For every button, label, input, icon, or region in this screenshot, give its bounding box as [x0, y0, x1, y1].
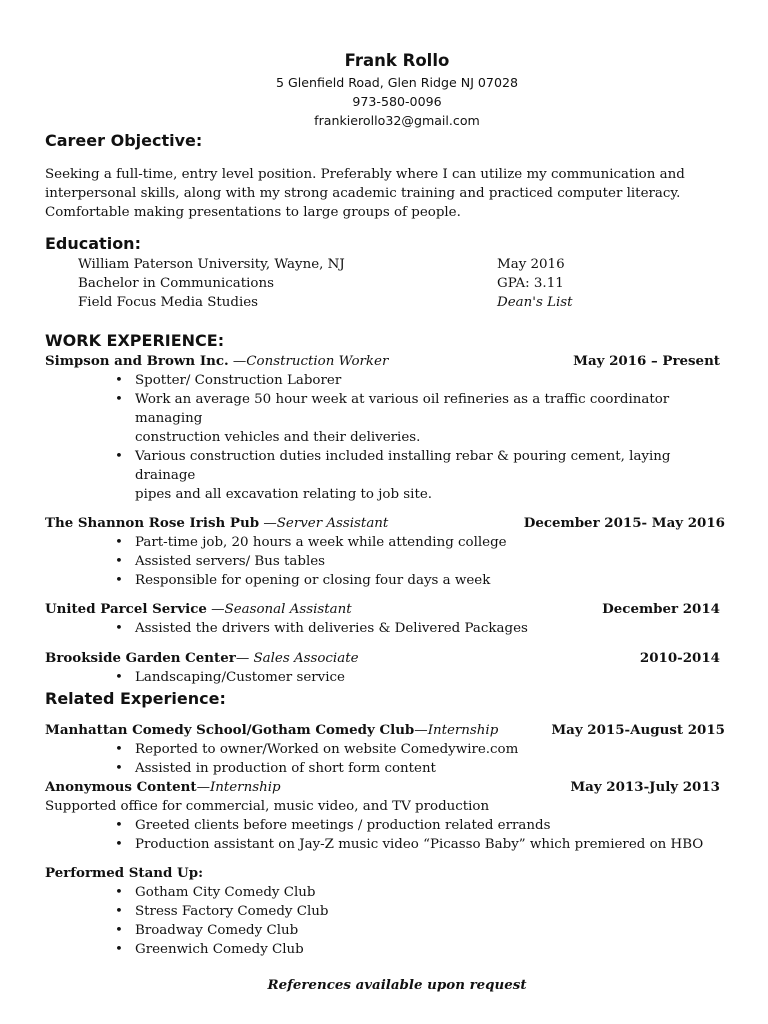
job-dates: May 2013-July 2013	[570, 779, 720, 795]
related-experience-heading: Related Experience:	[45, 689, 226, 708]
job-employer: Brookside Garden Center	[45, 650, 236, 666]
job-role: Construction Worker	[246, 354, 389, 369]
phone-number: 973-580-0096	[352, 94, 442, 109]
comedy-club-item: • Stress Factory Comedy Club	[135, 902, 725, 921]
job-bullets	[45, 668, 725, 687]
bullet-item: • Reported to owner/Worked on website Comedywire.com	[135, 740, 725, 759]
job-employer: Manhattan Comedy School/Gotham Comedy Club	[45, 722, 415, 738]
job-separator: —	[228, 354, 247, 369]
job-bullets	[45, 619, 725, 638]
job-separator: —	[259, 516, 277, 531]
job-entry	[45, 600, 725, 638]
job-entry	[45, 778, 725, 854]
job-dates: May 2016 – Present	[573, 353, 720, 369]
applicant-name: Frank Rollo	[344, 51, 450, 70]
job-employer: Anonymous Content	[45, 779, 197, 795]
standup-section	[45, 864, 725, 959]
job-header	[45, 514, 725, 533]
job-bullets	[45, 740, 725, 778]
job-employer: Simpson and Brown Inc.	[45, 353, 229, 369]
education-date: May 2016	[497, 257, 565, 272]
standup-list	[45, 883, 725, 959]
job-dates: 2010-2014	[639, 650, 720, 666]
job-role: Server Assistant	[276, 516, 389, 531]
education-row	[45, 255, 725, 274]
job-entry	[45, 649, 725, 687]
bullet-item	[135, 447, 725, 504]
job-role: Sales Associate	[253, 651, 359, 666]
resume-header	[69, 50, 725, 130]
job-header	[45, 721, 725, 740]
job-separator: —	[414, 723, 428, 738]
bullet-text-continued: construction vehicles and their deliveries.	[135, 430, 421, 445]
education-row	[45, 293, 725, 312]
job-separator: —	[235, 651, 254, 666]
job-role: Internship	[209, 780, 281, 795]
job-bullets	[45, 816, 725, 854]
job-bullets	[45, 371, 725, 504]
education-degree: Bachelor in Communications	[78, 276, 274, 291]
work-experience-heading: WORK EXPERIENCE:	[45, 331, 225, 350]
job-header	[45, 600, 725, 619]
bullet-item: • Production assistant on Jay-Z music video “Picasso Baby” which premiered on HBO	[135, 835, 725, 854]
education-row	[45, 274, 725, 293]
job-employer: The Shannon Rose Irish Pub	[45, 515, 260, 531]
objective-line: interpersonal skills, along with my strong academic training and practiced computer literacy.	[45, 186, 681, 201]
job-entry	[45, 721, 725, 778]
job-separator: —	[196, 780, 210, 795]
bullet-text: Various construction duties included installing rebar & pouring cement, laying drainage	[135, 449, 671, 483]
bullet-item	[135, 390, 725, 447]
education-honors: Dean's List	[497, 295, 573, 310]
bullet-item: • Landscaping/Customer service	[135, 668, 725, 687]
bullet-item: • Assisted servers/ Bus tables	[135, 552, 725, 571]
email-address: frankierollo32@gmail.com	[314, 113, 480, 128]
job-header	[45, 649, 725, 668]
standup-heading: Performed Stand Up:	[45, 865, 204, 881]
job-separator: —	[206, 602, 225, 617]
comedy-club-item: • Gotham City Comedy Club	[135, 883, 725, 902]
education-focus: Field Focus Media Studies	[78, 295, 259, 310]
bullet-item: • Assisted in production of short form content	[135, 759, 725, 778]
job-role: Internship	[427, 723, 499, 738]
objective-line: Comfortable making presentations to large groups of people.	[45, 205, 461, 220]
education-gpa: GPA: 3.11	[497, 276, 564, 291]
job-dates: May 2015-August 2015	[551, 722, 725, 738]
job-note: Supported office for commercial, music video, and TV production	[45, 799, 490, 814]
education-heading: Education:	[45, 234, 141, 253]
career-objective-text	[45, 165, 725, 222]
bullet-item: • Spotter/ Construction Laborer	[135, 371, 725, 390]
bullet-text-continued: pipes and all excavation relating to job site.	[135, 487, 433, 502]
job-employer: United Parcel Service	[45, 601, 207, 617]
job-dates: December 2015- May 2016	[523, 515, 725, 531]
career-objective-heading: Career Objective:	[45, 131, 203, 150]
bullet-text: Work an average 50 hour week at various oil refineries as a traffic coordinator managing	[135, 392, 670, 426]
address: 5 Glenfield Road, Glen Ridge NJ 07028	[276, 75, 518, 90]
job-bullets	[45, 533, 725, 590]
bullet-item: • Assisted the drivers with deliveries & Delivered Packages	[135, 619, 725, 638]
job-header	[45, 352, 725, 371]
job-header	[45, 778, 725, 797]
bullet-item: • Responsible for opening or closing four days a week	[135, 571, 725, 590]
bullet-item: • Greeted clients before meetings / production related errands	[135, 816, 725, 835]
job-role: Seasonal Assistant	[224, 602, 352, 617]
job-entry	[45, 352, 725, 504]
references-note: References available upon request	[267, 977, 527, 993]
job-entry	[45, 514, 725, 590]
comedy-club-item: • Greenwich Comedy Club	[135, 940, 725, 959]
comedy-club-item: • Broadway Comedy Club	[135, 921, 725, 940]
job-dates: December 2014	[602, 601, 720, 617]
education-list	[45, 255, 725, 312]
bullet-item: • Part-time job, 20 hours a week while attending college	[135, 533, 725, 552]
resume-page	[45, 50, 725, 995]
education-school: William Paterson University, Wayne, NJ	[78, 257, 345, 272]
objective-line: Seeking a full-time, entry level position. Preferably where I can utilize my communication and	[45, 167, 685, 182]
